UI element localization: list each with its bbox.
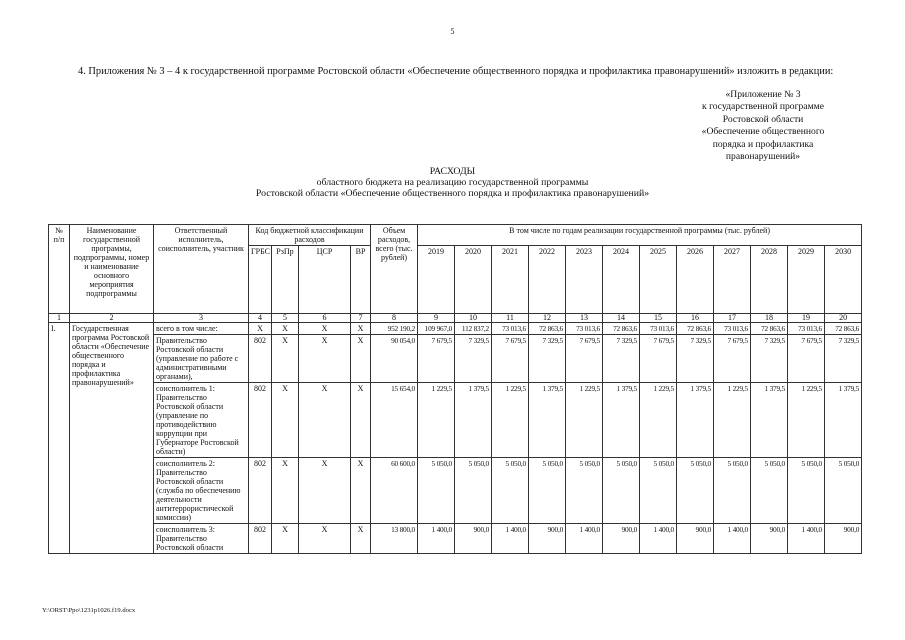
year-value-cell: 5 050,0 <box>714 458 751 524</box>
vr-cell: Х <box>351 458 371 524</box>
year-value-cell: 109 967,0 <box>418 323 455 335</box>
header-years-group: В том числе по годам реализации государственной программы (тыс. рублей) <box>418 225 862 246</box>
year-value-cell: 900,0 <box>603 524 640 554</box>
file-path-footer: Y:\ORST\Ppo\1231p1026.f19.docx <box>42 607 136 614</box>
year-value-cell: 1 400,0 <box>418 524 455 554</box>
year-value-cell: 1 379,5 <box>751 383 788 458</box>
year-value-cell: 1 400,0 <box>640 524 677 554</box>
year-value-cell: 72 863,6 <box>825 323 862 335</box>
column-number: 1 <box>49 314 70 323</box>
csr-cell: Х <box>299 323 351 335</box>
total-cell: 60 600,0 <box>371 458 418 524</box>
column-number: 6 <box>299 314 351 323</box>
year-value-cell: 1 379,5 <box>825 383 862 458</box>
year-value-cell: 900,0 <box>455 524 492 554</box>
header-year: 2019 <box>418 246 455 314</box>
document-title <box>0 167 905 199</box>
year-value-cell: 7 679,5 <box>492 335 529 383</box>
header-year: 2030 <box>825 246 862 314</box>
year-value-cell: 7 329,5 <box>603 335 640 383</box>
column-number: 15 <box>640 314 677 323</box>
year-value-cell: 1 229,5 <box>714 383 751 458</box>
year-value-cell: 73 013,6 <box>788 323 825 335</box>
vr-cell: Х <box>351 524 371 554</box>
column-number: 2 <box>70 314 154 323</box>
year-value-cell: 1 400,0 <box>788 524 825 554</box>
year-value-cell: 1 400,0 <box>492 524 529 554</box>
year-value-cell: 1 229,5 <box>788 383 825 458</box>
header-year: 2021 <box>492 246 529 314</box>
year-value-cell: 900,0 <box>529 524 566 554</box>
column-number: 8 <box>371 314 418 323</box>
appendix-line: «Обеспечение общественного <box>701 126 825 138</box>
column-number: 14 <box>603 314 640 323</box>
rzpr-cell: Х <box>272 335 299 383</box>
year-value-cell: 72 863,6 <box>677 323 714 335</box>
column-number: 13 <box>566 314 603 323</box>
column-number: 11 <box>492 314 529 323</box>
year-value-cell: 1 379,5 <box>603 383 640 458</box>
vr-cell: Х <box>351 383 371 458</box>
year-value-cell: 7 329,5 <box>677 335 714 383</box>
header-year: 2029 <box>788 246 825 314</box>
rzpr-cell: Х <box>272 323 299 335</box>
column-number: 16 <box>677 314 714 323</box>
column-number: 10 <box>455 314 492 323</box>
header-row-1 <box>49 225 862 246</box>
grbs-cell: 802 <box>249 458 272 524</box>
header-year: 2027 <box>714 246 751 314</box>
grbs-cell: 802 <box>249 335 272 383</box>
total-cell: 13 800,0 <box>371 524 418 554</box>
year-value-cell: 5 050,0 <box>529 458 566 524</box>
year-value-cell: 1 229,5 <box>640 383 677 458</box>
column-number-row <box>49 314 862 323</box>
responsible-cell: всего в том числе: <box>154 323 249 335</box>
column-number: 4 <box>249 314 272 323</box>
year-value-cell: 5 050,0 <box>640 458 677 524</box>
year-value-cell: 5 050,0 <box>603 458 640 524</box>
page-number: 5 <box>450 27 455 36</box>
year-value-cell: 5 050,0 <box>492 458 529 524</box>
year-value-cell: 1 379,5 <box>529 383 566 458</box>
year-value-cell: 73 013,6 <box>640 323 677 335</box>
header-rzpr: РзПр <box>272 246 299 314</box>
year-value-cell: 5 050,0 <box>455 458 492 524</box>
appendix-line: «Приложение № 3 <box>725 89 801 100</box>
year-value-cell: 72 863,6 <box>751 323 788 335</box>
header-csr: ЦСР <box>299 246 351 314</box>
year-value-cell: 73 013,6 <box>566 323 603 335</box>
header-year: 2026 <box>677 246 714 314</box>
header-year: 2020 <box>455 246 492 314</box>
grbs-cell: 802 <box>249 383 272 458</box>
year-value-cell: 1 229,5 <box>492 383 529 458</box>
year-value-cell: 5 050,0 <box>751 458 788 524</box>
header-year: 2024 <box>603 246 640 314</box>
vr-cell: Х <box>351 323 371 335</box>
title-main: РАСХОДЫ <box>429 166 476 177</box>
intro-paragraph: 4. Приложения № 3 – 4 к государственной программе Ростовской области «Обеспечение общественного порядка и профилактика правонарушений» изложить в редакции: <box>78 66 834 77</box>
year-value-cell: 112 837,2 <box>455 323 492 335</box>
csr-cell: Х <box>299 383 351 458</box>
year-value-cell: 7 679,5 <box>788 335 825 383</box>
responsible-cell: соисполнитель 2: Правительство Ростовской области (служба по обеспечению деятельности антитеррористической комиссии) <box>154 458 249 524</box>
year-value-cell: 1 400,0 <box>566 524 603 554</box>
year-value-cell: 5 050,0 <box>566 458 603 524</box>
table-row <box>49 323 862 335</box>
year-value-cell: 73 013,6 <box>714 323 751 335</box>
year-value-cell: 72 863,6 <box>529 323 566 335</box>
grbs-cell: Х <box>249 323 272 335</box>
column-number: 20 <box>825 314 862 323</box>
column-number: 3 <box>154 314 249 323</box>
column-number: 7 <box>351 314 371 323</box>
year-value-cell: 5 050,0 <box>418 458 455 524</box>
header-year: 2025 <box>640 246 677 314</box>
table-row <box>49 524 862 554</box>
rzpr-cell: Х <box>272 524 299 554</box>
title-line-1: областного бюджета на реализацию государственной программы <box>316 176 589 188</box>
csr-cell: Х <box>299 458 351 524</box>
header-budget-code: Код бюджетной классификации расходов <box>249 225 371 246</box>
total-cell: 15 654,0 <box>371 383 418 458</box>
column-number: 17 <box>714 314 751 323</box>
title-line-2: Ростовской области «Обеспечение общественного порядка и профилактика правонарушений» <box>255 187 650 199</box>
header-num: № п/п <box>49 225 70 314</box>
year-value-cell: 7 329,5 <box>751 335 788 383</box>
expenses-table <box>48 224 862 554</box>
year-value-cell: 900,0 <box>825 524 862 554</box>
column-number: 12 <box>529 314 566 323</box>
csr-cell: Х <box>299 335 351 383</box>
vr-cell: Х <box>351 335 371 383</box>
table-row <box>49 335 862 383</box>
year-value-cell: 1 400,0 <box>714 524 751 554</box>
appendix-line: правонарушений» <box>725 151 801 163</box>
year-value-cell: 900,0 <box>751 524 788 554</box>
year-value-cell: 7 679,5 <box>418 335 455 383</box>
year-value-cell: 1 379,5 <box>677 383 714 458</box>
grbs-cell: 802 <box>249 524 272 554</box>
header-name: Наименование государственной программы, подпрограммы, номер и наименование основного мероприятия подпрограммы <box>70 225 154 314</box>
appendix-line: к государственной программе <box>702 101 824 113</box>
year-value-cell: 7 329,5 <box>529 335 566 383</box>
header-year: 2028 <box>751 246 788 314</box>
year-value-cell: 73 013,6 <box>492 323 529 335</box>
year-value-cell: 900,0 <box>677 524 714 554</box>
total-cell: 952 190,2 <box>371 323 418 335</box>
year-value-cell: 5 050,0 <box>677 458 714 524</box>
year-value-cell: 7 679,5 <box>714 335 751 383</box>
header-year: 2023 <box>566 246 603 314</box>
year-value-cell: 5 050,0 <box>825 458 862 524</box>
header-total: Объем расходов, всего (тыс. рублей) <box>371 225 418 314</box>
year-value-cell: 7 679,5 <box>566 335 603 383</box>
column-number: 19 <box>788 314 825 323</box>
responsible-cell: Правительство Ростовской области (управление по работе с административными органами), <box>154 335 249 383</box>
rzpr-cell: Х <box>272 383 299 458</box>
rzpr-cell: Х <box>272 458 299 524</box>
header-grbs: ГРБС <box>249 246 272 314</box>
program-name: Государственная программа Ростовской области «Обеспечение общественного порядка и профилактика правонарушений» <box>70 323 154 554</box>
year-value-cell: 7 679,5 <box>640 335 677 383</box>
header-year: 2022 <box>529 246 566 314</box>
year-value-cell: 7 329,5 <box>825 335 862 383</box>
year-value-cell: 72 863,6 <box>603 323 640 335</box>
appendix-note <box>683 89 843 163</box>
program-number: I. <box>49 323 70 554</box>
responsible-cell: соисполнитель 1: Правительство Ростовской области (управление по противодействию коррупции при Губернаторе Ростовской области) <box>154 383 249 458</box>
year-value-cell: 7 329,5 <box>455 335 492 383</box>
column-number: 9 <box>418 314 455 323</box>
table-row <box>49 458 862 524</box>
appendix-line: Ростовской области <box>722 113 804 125</box>
year-value-cell: 1 229,5 <box>566 383 603 458</box>
header-responsible: Ответственный исполнитель, соисполнитель, участник <box>154 225 249 314</box>
header-vr: ВР <box>351 246 371 314</box>
csr-cell: Х <box>299 524 351 554</box>
column-number: 5 <box>272 314 299 323</box>
year-value-cell: 1 379,5 <box>455 383 492 458</box>
year-value-cell: 5 050,0 <box>788 458 825 524</box>
table-row <box>49 383 862 458</box>
year-value-cell: 1 229,5 <box>418 383 455 458</box>
appendix-line: порядка и профилактика <box>712 138 814 150</box>
total-cell: 90 054,0 <box>371 335 418 383</box>
responsible-cell: соисполнитель 3: Правительство Ростовской области <box>154 524 249 554</box>
column-number: 18 <box>751 314 788 323</box>
